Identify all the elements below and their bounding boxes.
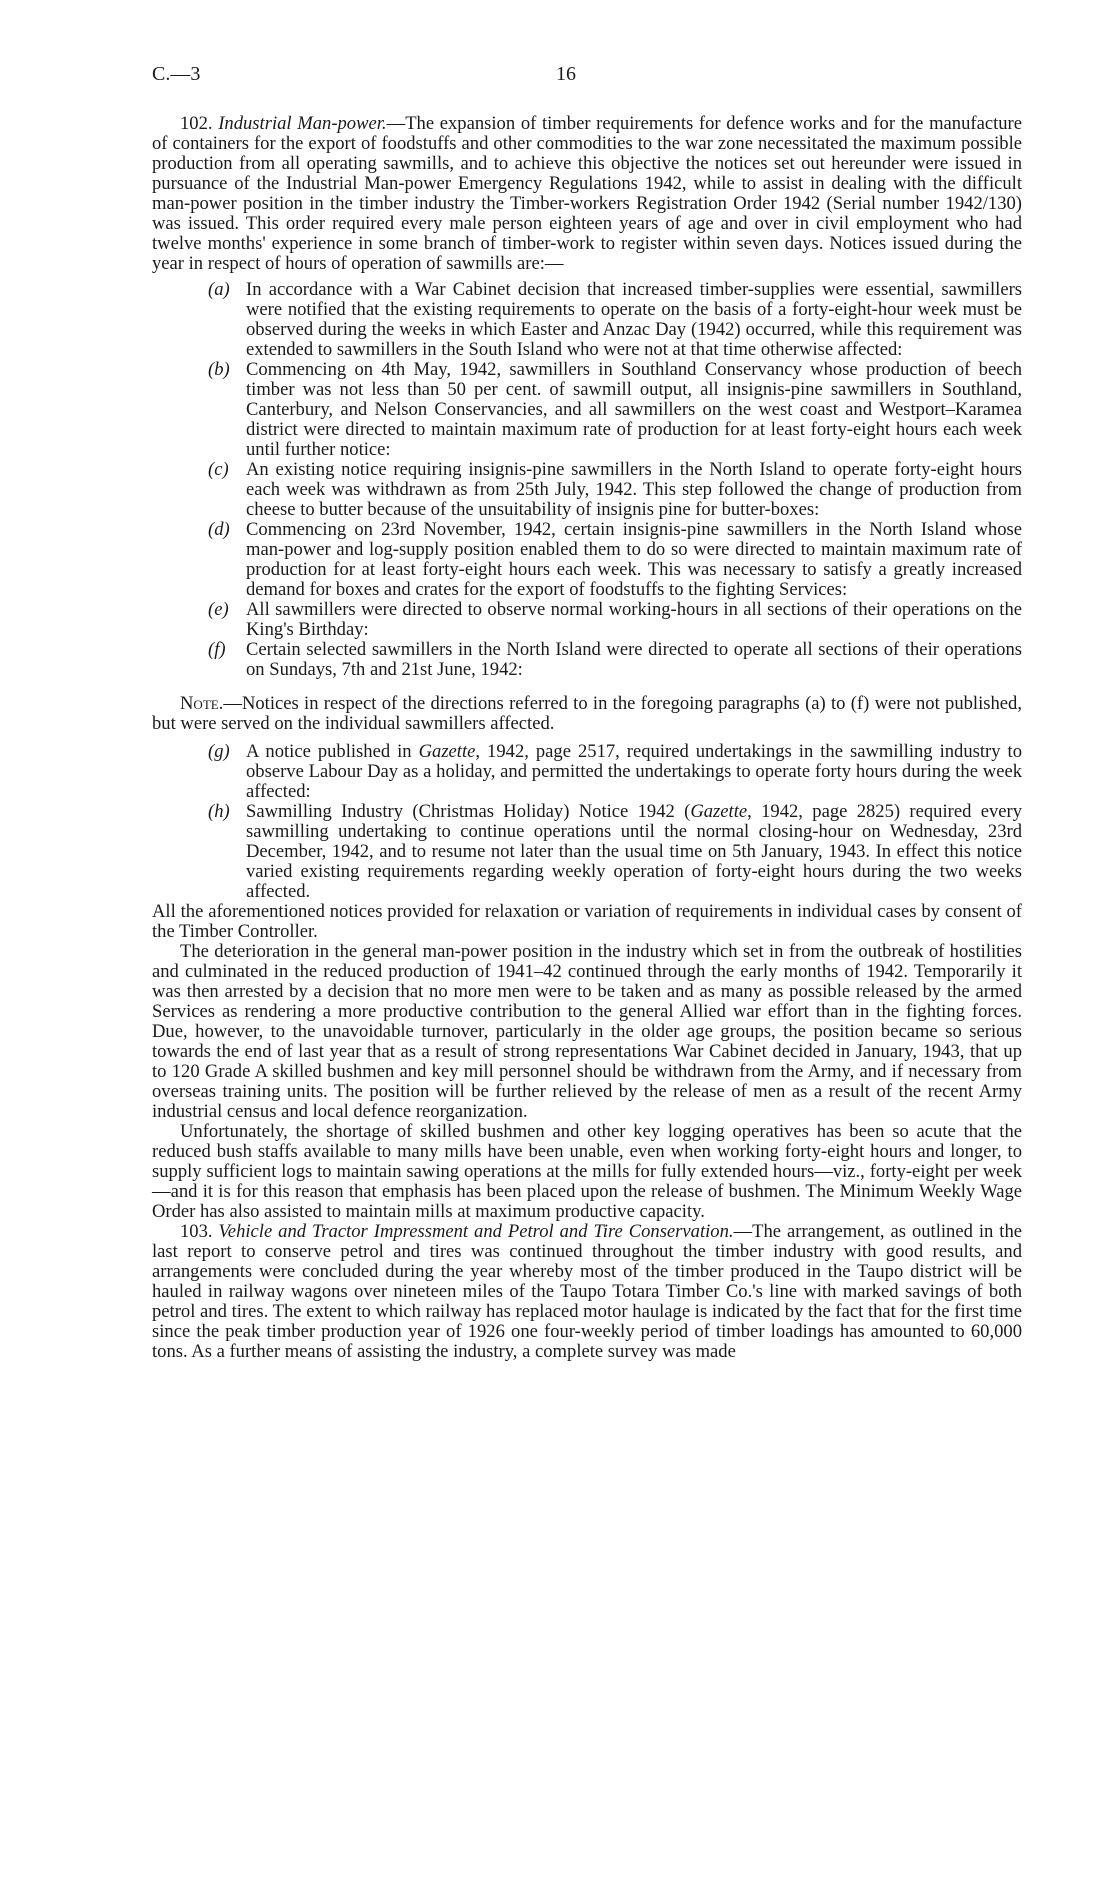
section-103-number: 103.: [180, 1221, 213, 1242]
list-item-text: An existing notice requiring insignis-pine sawmillers in the North Island to operate forty-eight hours each week was withdrawn as from 25th July, 1942. This step followed the change of production from cheese to butter because of the unsuitability of insignis pine for butter-boxes:: [246, 459, 1022, 520]
list-item-text: A notice published in Gazette, 1942, page 2517, required undertakings in the sawmilling industry to observe Labour Day as a holiday, and permitted the undertakings to operate forty hours during the week affected:: [246, 741, 1022, 802]
section-102-paragraph: [152, 114, 1022, 274]
list-item-label: (g): [208, 741, 230, 762]
page-number: 16: [556, 63, 576, 85]
list-item-label: (a): [208, 279, 230, 300]
body-paragraph-1: All the aforementioned notices provided for relaxation or variation of requirements in individual cases by consent of the Timber Controller.: [152, 901, 1022, 942]
list-item-e: [208, 600, 1022, 640]
list-item-text: All sawmillers were directed to observe normal working-hours in all sections of their operations on the King's Birthday:: [246, 599, 1022, 640]
list-item-text: In accordance with a War Cabinet decision that increased timber-supplies were essential, sawmillers were notified that the existing requirements to operate on the basis of a forty-eight-hour week must be observed during the weeks in which Easter and Anzac Day (1942) occurred, while this requirement was extended to sawmillers in the South Island who were not at that time otherwise affected:: [246, 279, 1022, 360]
section-102-heading: Industrial Man-power.: [218, 113, 387, 134]
list-item-label: (h): [208, 801, 230, 822]
list-item-label: (e): [208, 599, 229, 620]
list-item-a: [208, 280, 1022, 360]
list-item-label: (f): [208, 639, 226, 660]
document-reference: C.—3: [152, 63, 201, 85]
note-paragraph: [152, 694, 1022, 734]
note-text: —Notices in respect of the directions referred to in the foregoing paragraphs (a) to (f) were not published, but were served on the individual sawmillers affected.: [152, 693, 1022, 734]
list-item-f: [208, 640, 1022, 680]
list-item-label: (c): [208, 459, 229, 480]
list-item-text: Certain selected sawmillers in the North Island were directed to operate all sections of their operations on Sundays, 7th and 21st June, 1942:: [246, 639, 1022, 680]
body-paragraph-2: The deterioration in the general man-power position in the industry which set in from the outbreak of hostilities and culminated in the reduced production of 1941–42 continued through the early months of 1942. Temporarily it was then arrested by a decision that no more men were to be taken and as many as possible released by the armed Services as rendering a more productive contribution to the general Allied war effort than in the fighting forces. Due, however, to the unavoidable turnover, particularly in the older age groups, the position became so serious towards the end of last year that as a result of strong representations War Cabinet decided in January, 1943, that up to 120 Grade A skilled bushmen and key mill personnel should be withdrawn from the Army, and if necessary from overseas training units. The position will be further relieved by the release of men as a result of the recent Army industrial census and local defence reorganization.: [152, 941, 1022, 1122]
section-102-text: —The expansion of timber requirements for defence works and for the manufacture of containers for the export of foodstuffs and other commodities to the war zone necessitated the maximum possible production from all operating sawmills, and to achieve this objective the notices set out hereunder were issued in pursuance of the Industrial Man-power Emergency Regulations 1942, while to assist in dealing with the difficult man-power position in the timber industry the Timber-workers Registration Order 1942 (Serial number 1942/130) was issued. This order required every male person eighteen years of age and over in civil employment who had twelve months' experience in some branch of timber-work to register within seven days. Notices issued during the year in respect of hours of operation of sawmills are:—: [152, 113, 1023, 274]
list-item-label: (d): [208, 519, 230, 540]
section-103-text: —The arrangement, as outlined in the last report to conserve petrol and tires was continued throughout the timber industry with good results, and arrangements were concluded during the year whereby most of the timber produced in the Taupo district will be hauled in railway wagons over nineteen miles of the Taupo Totara Timber Co.'s line with marked savings of both petrol and tires. The extent to which railway has replaced motor haulage is indicated by the fact that for the first time since the peak timber production year of 1926 one four-weekly period of timber loadings has amounted to 60,000 tons. As a further means of assisting the industry, a complete survey was made: [152, 1221, 1022, 1362]
section-103-paragraph: [152, 1222, 1022, 1362]
list-item-b: [208, 360, 1022, 460]
list-item-g: [208, 742, 1022, 802]
page-header: [152, 58, 1022, 88]
body-paragraph-3: Unfortunately, the shortage of skilled bushmen and other key logging operatives has been so acute that the reduced bush staffs available to many mills have been unable, even when working forty-eight hours and longer, to supply sufficient logs to maintain sawing operations at the mills for fully extended hours—viz., forty-eight per week—and it is for this reason that emphasis has been placed upon the release of bushmen. The Minimum Weekly Wage Order has also assisted to maintain mills at maximum productive capacity.: [152, 1121, 1022, 1222]
list-item-text: Sawmilling Industry (Christmas Holiday) Notice 1942 (Gazette, 1942, page 2825) required every sawmilling undertaking to continue operations until the normal closing-hour on Wednesday, 23rd December, 1942, and to resume not later than the usual time on 5th January, 1943. In effect this notice varied existing requirements regarding weekly operation of forty-eight hours during the two weeks affected.: [246, 801, 1022, 902]
list-item-text: Commencing on 23rd November, 1942, certain insignis-pine sawmillers in the North Island whose man-power and log-supply position enabled them to do so were directed to maintain maximum rate of production for at least forty-eight hours each week. This was necessary to satisfy a greatly increased demand for boxes and crates for the export of foodstuffs to the fighting Services:: [246, 519, 1022, 600]
list-item-d: [208, 520, 1022, 600]
list-item-text: Commencing on 4th May, 1942, sawmillers in Southland Conservancy whose production of beech timber was not less than 50 per cent. of sawmill output, all insignis-pine sawmillers in Southland, Canterbury, and Nelson Conservancies, and all sawmillers on the west coast and Westport–Karamea district were directed to maintain maximum rate of production for at least forty-eight hours each week until further notice:: [246, 359, 1022, 460]
note-label: Note.: [180, 693, 224, 714]
list-item-label: (b): [208, 359, 230, 380]
list-item-h: [208, 802, 1022, 902]
section-102-number: 102.: [180, 113, 213, 134]
list-item-c: [208, 460, 1022, 520]
section-103-heading: Vehicle and Tractor Impressment and Petrol and Tire Conservation.: [218, 1221, 734, 1242]
